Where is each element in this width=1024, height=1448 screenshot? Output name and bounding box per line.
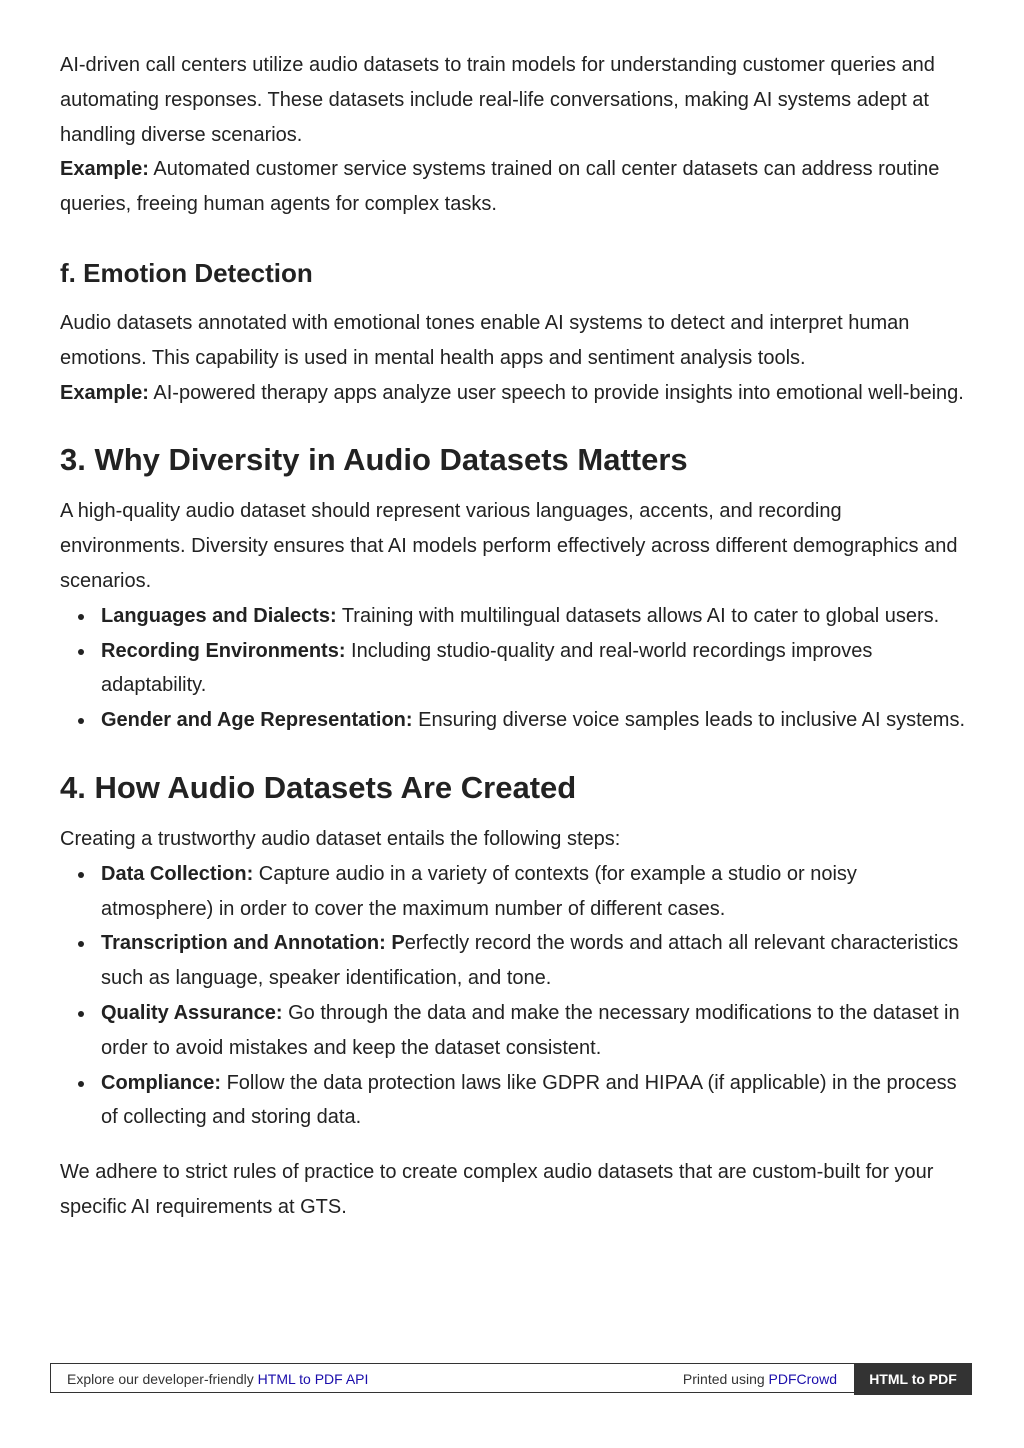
pdfcrowd-footer-bar [50, 1363, 972, 1393]
section-heading-creation: 4. How Audio Datasets Are Created [60, 769, 577, 805]
example-label: Example: [60, 381, 149, 404]
diversity-list [60, 599, 970, 738]
article-body [60, 48, 970, 1225]
example-text: AI-powered therapy apps analyze user speech to provide insights into emotional well-being. [148, 381, 964, 404]
diversity-paragraph: A high-quality audio dataset should represent various languages, accents, and recording environments. Diversity ensures that AI models perform effectively across different demographics and scenarios. [60, 500, 958, 592]
list-item: Compliance: Follow the data protection laws like GDPR and HIPAA (if applicable) in the process of collecting and storing data. [101, 1066, 970, 1136]
footer-printed-text: Printed using PDFCrowd [682, 1371, 837, 1387]
section-heading-diversity: 3. Why Diversity in Audio Datasets Matters [60, 442, 688, 478]
footer-explore-text: Explore our developer-friendly HTML to PDF API [67, 1371, 369, 1387]
html-to-pdf-badge[interactable]: HTML to PDF [854, 1363, 972, 1395]
creation-paragraph: Creating a trustworthy audio dataset entails the following steps: [60, 827, 621, 850]
closing-paragraph: We adhere to strict rules of practice to create complex audio datasets that are custom-built for your specific AI requirements at GTS. [60, 1161, 934, 1218]
example-label: Example: [60, 158, 149, 181]
example-text: Automated customer service systems trained on call center datasets can address routine queries, freeing human agents for complex tasks. [60, 158, 940, 216]
pdfcrowd-link[interactable]: PDFCrowd [768, 1371, 837, 1387]
emotion-paragraph: Audio datasets annotated with emotional tones enable AI systems to detect and interpret human emotions. This capability is used in mental health apps and sentiment analysis tools. Example: AI-powered therapy apps analyze user speech to provide insights into emotional well-being. [60, 311, 964, 404]
intro-paragraph: AI-driven call centers utilize audio datasets to train models for understanding customer queries and automating responses. These datasets include real-life conversations, making AI systems adept at handling diverse scenarios. Example: Automated customer service systems trained on call center datasets can address routine queries, freeing human agents for complex tasks. [60, 54, 940, 216]
list-item: Transcription and Annotation: Perfectly record the words and attach all relevant characteristics such as language, speaker identification, and tone. [101, 926, 970, 996]
list-item: Gender and Age Representation: Ensuring diverse voice samples leads to inclusive AI systems. [101, 703, 970, 738]
list-item: Recording Environments: Including studio-quality and real-world recordings improves adaptability. [101, 634, 970, 704]
section-heading-emotion-detection: f. Emotion Detection [60, 257, 313, 288]
list-item: Languages and Dialects: Training with multilingual datasets allows AI to cater to global users. [101, 599, 970, 634]
list-item: Data Collection: Capture audio in a variety of contexts (for example a studio or noisy atmosphere) in order to cover the maximum number of different cases. [101, 857, 970, 927]
list-item: Quality Assurance: Go through the data and make the necessary modifications to the dataset in order to avoid mistakes and keep the dataset consistent. [101, 996, 970, 1066]
creation-list [60, 857, 970, 1135]
html-to-pdf-api-link[interactable]: HTML to PDF API [257, 1371, 369, 1387]
